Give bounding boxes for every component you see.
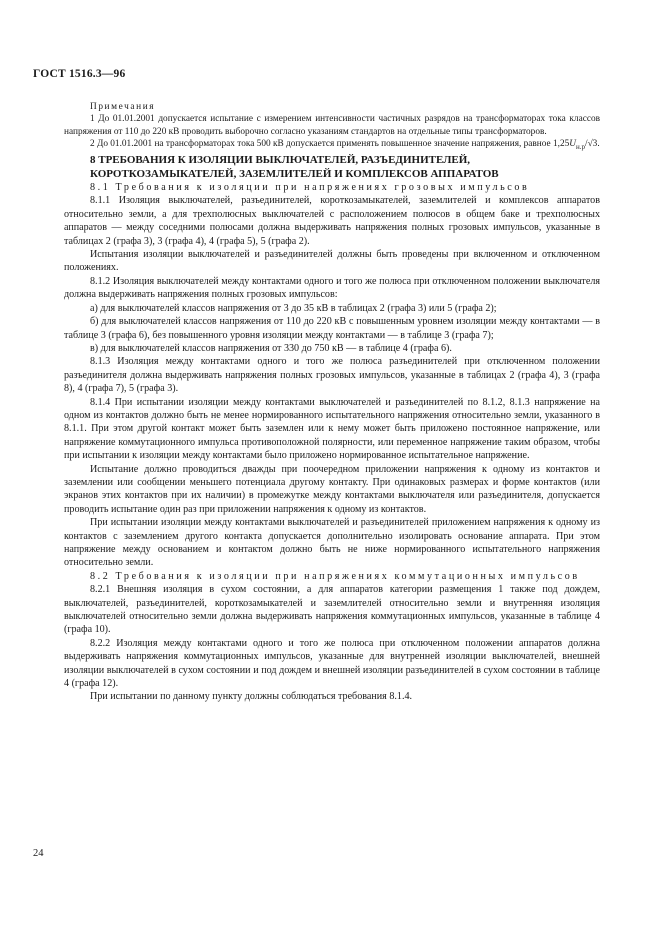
notes-heading: Примечания [90,102,156,112]
subsection-heading: 8.1 Требования к изоляции при напряжениях грозовых импульсов [90,182,530,194]
paragraph: Испытания изоляции выключателей и разъединителей должны быть проведены при включенном и отключенном положениях. [64,249,600,274]
page-number: 24 [33,848,44,859]
note-item: 2 До 01.01.2001 на трансформаторах тока 500 кВ допускается применять повышенное значение напряжения, равное $1,25U_{н.р}/√3$. [90,138,600,151]
paragraphs [64,181,600,704]
paragraph: 8.1.3 Изоляция между контактами одного и того же полюса разъединителей при отключенном положении разъединителя должна выдерживать напряжения полных грозовых импульсов, указанные в таблицах 2 (графа 4), 3 (графа 8), 4 (графа 7), 5 (графа 3). [64,356,600,395]
notes-block [64,101,600,153]
paragraph: в) для выключателей классов напряжения от 330 до 750 кВ — в таблице 4 (графа 6). [90,342,452,354]
section-title-line: КОРОТКОЗАМЫКАТЕЛЕЙ, ЗАЗЕМЛИТЕЛЕЙ И КОМПЛЕКСОВ АППАРАТОВ [90,168,499,181]
note-item: 1 До 01.01.2001 допускается испытание с измерением интенсивности частичных разрядов на трансформаторах тока классов напряжения от 110 до 220 кВ проводить выборочно согласно указаниям стандартов на отдельные типы трансформаторов. [64,114,600,137]
paragraph: 8.2.1 Внешняя изоляция в сухом состоянии, а для аппаратов категории размещения 1 также под дождем, выключателей, разъединителей, короткозамыкателей и заземлителей относительно земли и внутренняя изоляция выключателей относительно земли должна выдерживать напряжения коммутационных импульсов, указанные в таблице 4 (графа 10). [64,584,600,636]
paragraph: 8.1.2 Изоляция выключателей между контактами одного и того же полюса при отключенном положении выключателя должна выдерживать напряжения полных грозовых импульсов: [64,275,600,301]
subsection-heading: 8.2 Требования к изоляции при напряжениях коммутационных импульсов [90,570,580,582]
paragraph: Испытание должно проводиться дважды при поочередном приложении напряжения к одному из контактов и заземлении или сообщении меньшего потенциала другому контакту. При одинаковых размерах и форме контактов (или экранов этих контактов при их наличии) в промежутке между контактами выключателя или разъединителя, допускается проводить испытание один раз при приложении напряжения к одному из контактов. [64,463,600,515]
section-title [64,153,600,181]
paragraph: При испытании изоляции между контактами выключателей и разъединителей приложением напряжения к одному из контактов с заземлением другого контакта допускается дополнительно изолировать основание аппарата. При этом напряжение между основанием и контактом должно быть не ниже нормированного испытательного напряжения относительно земли. [64,517,600,569]
paragraph: а) для выключателей классов напряжения от 3 до 35 кВ в таблицах 2 (графа 3) или 5 (графа 2); [90,302,497,314]
section-title-line: 8 ТРЕБОВАНИЯ К ИЗОЛЯЦИИ ВЫКЛЮЧАТЕЛЕЙ, РАЗЪЕДИНИТЕЛЕЙ, [90,154,471,167]
paragraph: 8.1.4 При испытании изоляции между контактами выключателей и разъединителей по 8.1.2, 8.1.3 напряжение на одном из контактов должно быть не менее нормированного испытательного напряжения относительно земли, указанного в 8.1.1. При этом другой контакт может быть заземлен или к нему может быть приложено постоянное напряжение, или напряжение коммутационного импульса противоположной полярности, или переменное напряжение таким образом, чтобы при испытании к изоляции между контактами было приложено нормированное испытательное напряжение. [64,396,600,462]
document-header: ГОСТ 1516.3—96 [33,68,126,80]
page-content [64,101,600,704]
paragraph: 8.1.1 Изоляция выключателей, разъединителей, короткозамыкателей, заземлителей и комплексов аппаратов относительно земли, а для трехполюсных выключателей с расположением полюсов в общем баке и трехполюсных аппаратов — между соседними полюсами должна выдерживать напряжения полных грозовых импульсов, указанные в таблицах 2 (графа 3), 3 (графа 4), 4 (графа 5), 5 (графа 2). [64,195,600,247]
paragraph: 8.2.2 Изоляция между контактами одного и того же полюса при отключенном положении аппаратов должна выдерживать напряжения коммутационных импульсов, указанные для внутренней изоляции выключателей, внешней изоляции выключателей в сухом состоянии и под дождем и внешней изоляции разъединителей в сухом состоянии в таблице 4 (графа 12). [64,637,600,690]
paragraph: б) для выключателей классов напряжения от 110 до 220 кВ с повышенным уровнем изоляции между контактами — в таблице 3 (графа 6), без повышенного уровня изоляции между контактами — в таблице 3 (графа 7); [64,316,600,341]
paragraph: При испытании по данному пункту должны соблюдаться требования 8.1.4. [90,691,413,703]
